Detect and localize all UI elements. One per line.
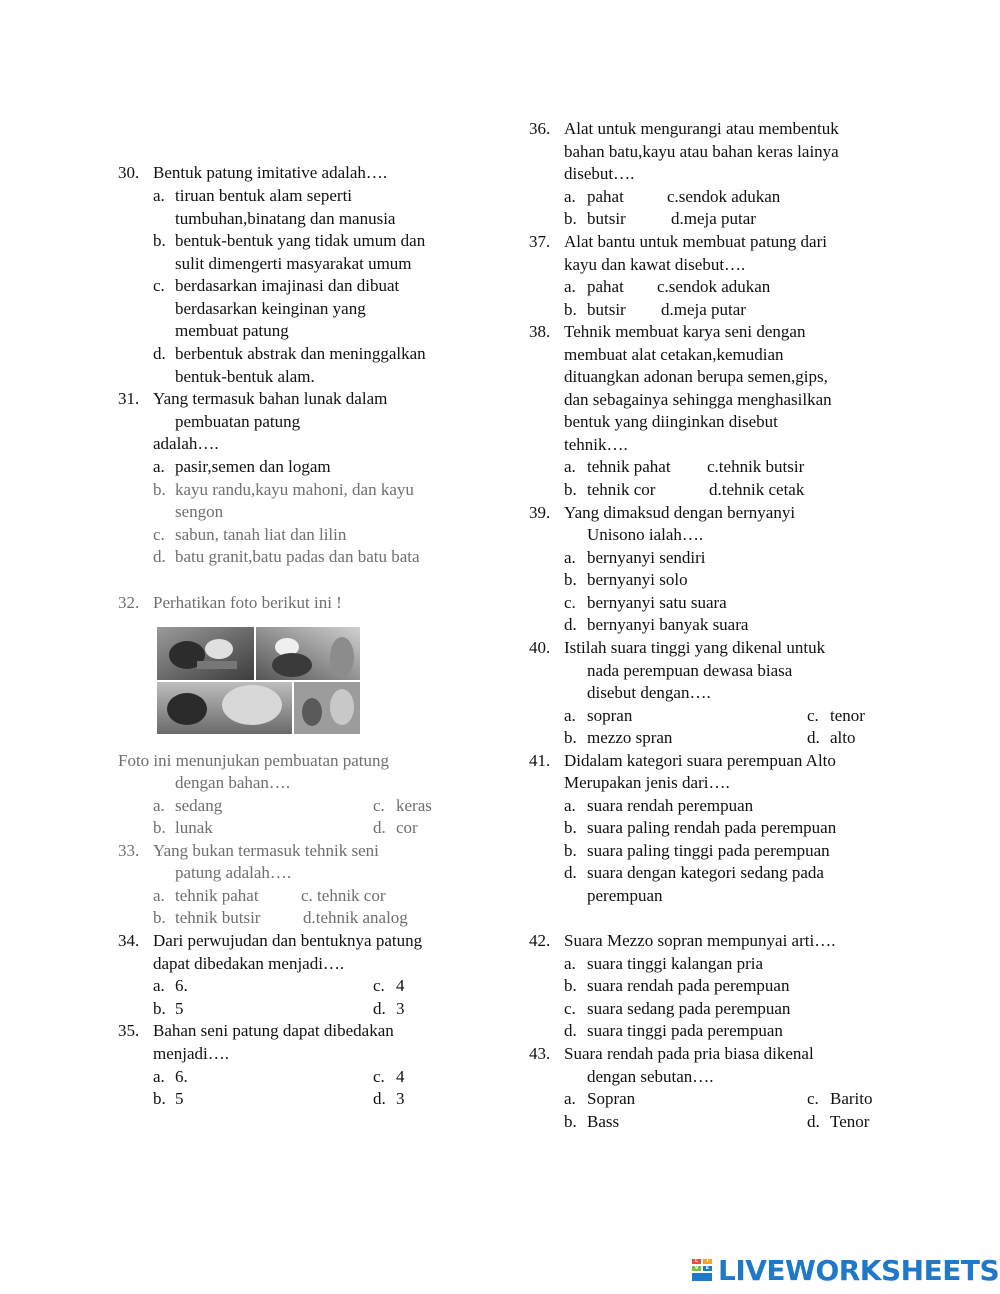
q35-a-letter[interactable]: a.	[153, 1067, 165, 1086]
q37-c-option[interactable]: c.sendok adukan	[657, 277, 771, 296]
q37-a-letter[interactable]: a.	[564, 277, 576, 296]
logo-base-bar	[692, 1273, 712, 1281]
q30-c-text: berdasarkan imajinasi dan dibuat	[175, 276, 400, 295]
q34-a-text: 6.	[175, 976, 188, 995]
q32-b-letter[interactable]: b.	[153, 818, 166, 837]
q30-d-text-2: bentuk-bentuk alam.	[175, 367, 315, 386]
q30-b-text-2: sulit dimengerti masyarakat umum	[175, 254, 412, 273]
q38-a-text: tehnik pahat	[587, 457, 671, 476]
photo-collage-image	[157, 627, 360, 734]
q35-a-text: 6.	[175, 1067, 188, 1086]
logo-square-l: L	[692, 1259, 701, 1264]
q43-c-letter[interactable]: c.	[807, 1089, 819, 1108]
liveworksheets-logo[interactable]	[692, 1254, 999, 1286]
q43-b-text: Bass	[587, 1112, 620, 1131]
q42-stem: Suara Mezzo sopran mempunyai arti….	[564, 931, 836, 950]
q40-stem: Istilah suara tinggi yang dikenal untuk	[564, 638, 826, 657]
q41-b2-text: suara paling tinggi pada perempuan	[587, 841, 830, 860]
q43-d-letter[interactable]: d.	[807, 1112, 820, 1131]
q31-c-text: sabun, tanah liat dan lilin	[175, 525, 347, 544]
q43-a-text: Sopran	[587, 1089, 636, 1108]
q36-a-letter[interactable]: a.	[564, 187, 576, 206]
q34-a-letter[interactable]: a.	[153, 976, 165, 995]
q39-d-text: bernyanyi banyak suara	[587, 615, 749, 634]
q40-stem-3: disebut dengan….	[587, 683, 711, 702]
q30-number: 30.	[118, 163, 140, 182]
q41-b-text: suara paling rendah pada perempuan	[587, 818, 837, 837]
q40-c-letter[interactable]: c.	[807, 706, 819, 725]
q30-b-letter[interactable]: b.	[153, 231, 166, 250]
q39-a-text: bernyanyi sendiri	[587, 548, 706, 567]
q32-c-letter[interactable]: c.	[373, 796, 385, 815]
q38-stem-4: dan sebagainya sehingga menghasilkan	[564, 390, 832, 409]
q37-b-text: butsir	[587, 300, 626, 319]
q30-c-letter[interactable]: c.	[153, 276, 165, 295]
q38-b-text: tehnik cor	[587, 480, 656, 499]
q40-number: 40.	[529, 638, 551, 657]
q40-stem-2: nada perempuan dewasa biasa	[587, 661, 793, 680]
q42-a-letter[interactable]: a.	[564, 954, 576, 973]
liveworksheets-logo-icon	[692, 1257, 714, 1283]
q31-d-text: batu granit,batu padas dan batu bata	[175, 547, 420, 566]
q36-c-option[interactable]: c.sendok adukan	[667, 187, 781, 206]
q42-a-text: suara tinggi kalangan pria	[587, 954, 764, 973]
q38-stem: Tehnik membuat karya seni dengan	[564, 322, 806, 341]
q31-a-letter[interactable]: a.	[153, 457, 165, 476]
q43-d-text: Tenor	[830, 1112, 870, 1131]
q42-b-letter[interactable]: b.	[564, 976, 577, 995]
q39-number: 39.	[529, 503, 551, 522]
q34-number: 34.	[118, 931, 140, 950]
q39-b-text: bernyanyi solo	[587, 570, 688, 589]
q36-stem: Alat untuk mengurangi atau membentuk	[564, 119, 839, 138]
q39-c-text: bernyanyi satu suara	[587, 593, 727, 612]
q40-a-letter[interactable]: a.	[564, 706, 576, 725]
q35-c-text: 4	[396, 1067, 405, 1086]
q34-d-text: 3	[396, 999, 405, 1018]
q33-c-option[interactable]: c. tehnik cor	[301, 886, 386, 905]
q35-stem-2: menjadi….	[153, 1044, 230, 1063]
q30-a-letter[interactable]: a.	[153, 186, 165, 205]
q30-stem: Bentuk patung imitative adalah….	[153, 163, 388, 182]
q38-c-option[interactable]: c.tehnik butsir	[707, 457, 805, 476]
q32-d-letter[interactable]: d.	[373, 818, 386, 837]
q37-b-letter[interactable]: b.	[564, 300, 577, 319]
q33-a-text: tehnik pahat	[175, 886, 259, 905]
q40-d-text: alto	[830, 728, 856, 747]
q39-stem: Yang dimaksud dengan bernyanyi	[564, 503, 796, 522]
q35-d-letter[interactable]: d.	[373, 1089, 386, 1108]
q37-d-option[interactable]: d.meja putar	[661, 300, 746, 319]
q36-b-text: butsir	[587, 209, 626, 228]
q31-stem-2: pembuatan patung	[175, 412, 301, 431]
q32-d-text: cor	[396, 818, 418, 837]
q35-b-letter[interactable]: b.	[153, 1089, 166, 1108]
q35-b-text: 5	[175, 1089, 184, 1108]
q32-b-text: lunak	[175, 818, 213, 837]
q40-b-text: mezzo spran	[587, 728, 673, 747]
q39-c-letter[interactable]: c.	[564, 593, 576, 612]
q31-stem: Yang termasuk bahan lunak dalam	[153, 389, 388, 408]
logo-square-e: E	[703, 1266, 712, 1271]
q42-b-text: suara rendah pada perempuan	[587, 976, 790, 995]
q36-stem-3: disebut….	[564, 164, 635, 183]
q39-d-letter[interactable]: d.	[564, 615, 577, 634]
q43-stem: Suara rendah pada pria biasa dikenal	[564, 1044, 814, 1063]
q31-a-text: pasir,semen dan logam	[175, 457, 331, 476]
q41-stem: Didalam kategori suara perempuan Alto	[564, 751, 836, 770]
q42-number: 42.	[529, 931, 551, 950]
q38-stem-2: membuat alat cetakan,kemudian	[564, 345, 784, 364]
q39-b-letter[interactable]: b.	[564, 570, 577, 589]
q37-stem: Alat bantu untuk membuat patung dari	[564, 232, 827, 251]
logo-square-i: I	[703, 1259, 712, 1264]
q32-caption: Foto ini menunjukan pembuatan patung	[118, 751, 390, 770]
q33-stem-2: patung adalah….	[175, 863, 292, 882]
q32-a-text: sedang	[175, 796, 223, 815]
q40-c-text: tenor	[830, 706, 865, 725]
q31-b-text-2: sengon	[175, 502, 224, 521]
q40-d-letter[interactable]: d.	[807, 728, 820, 747]
q39-stem-2: Unisono ialah….	[587, 525, 704, 544]
q33-b-text: tehnik butsir	[175, 908, 261, 927]
q42-c-letter[interactable]: c.	[564, 999, 576, 1018]
q35-number: 35.	[118, 1021, 140, 1040]
q32-number: 32.	[118, 593, 140, 612]
q31-c-letter[interactable]: c.	[153, 525, 165, 544]
q41-d-letter[interactable]: d.	[564, 863, 577, 882]
q30-c-text-2: berdasarkan keinginan yang	[175, 299, 366, 318]
q38-d-option[interactable]: d.tehnik cetak	[709, 480, 805, 499]
q34-c-letter[interactable]: c.	[373, 976, 385, 995]
q42-d-text: suara tinggi pada perempuan	[587, 1021, 783, 1040]
q36-a-text: pahat	[587, 187, 624, 206]
liveworksheets-brand-text: LIVEWORKSHEETS	[718, 1253, 1000, 1287]
q43-stem-2: dengan sebutan….	[587, 1067, 714, 1086]
q36-d-option[interactable]: d.meja putar	[671, 209, 756, 228]
q30-a-text-2: tumbuhan,binatang dan manusia	[175, 209, 396, 228]
q34-b-letter[interactable]: b.	[153, 999, 166, 1018]
q33-a-letter[interactable]: a.	[153, 886, 165, 905]
q33-number: 33.	[118, 841, 140, 860]
q43-a-letter[interactable]: a.	[564, 1089, 576, 1108]
q38-b-letter[interactable]: b.	[564, 480, 577, 499]
q41-stem-2: Merupakan jenis dari….	[564, 773, 730, 792]
q32-a-letter[interactable]: a.	[153, 796, 165, 815]
q41-number: 41.	[529, 751, 551, 770]
q38-a-letter[interactable]: a.	[564, 457, 576, 476]
logo-square-v: V	[692, 1266, 701, 1271]
q39-a-letter[interactable]: a.	[564, 548, 576, 567]
q34-c-text: 4	[396, 976, 405, 995]
q31-number: 31.	[118, 389, 140, 408]
q33-stem: Yang bukan termasuk tehnik seni	[153, 841, 379, 860]
q38-stem-6: tehnik….	[564, 435, 628, 454]
q31-d-letter[interactable]: d.	[153, 547, 166, 566]
q34-stem-2: dapat dibedakan menjadi….	[153, 954, 345, 973]
q41-d-text-2: perempuan	[587, 886, 663, 905]
q38-stem-3: dituangkan adonan berupa semen,gips,	[564, 367, 828, 386]
q42-d-letter[interactable]: d.	[564, 1021, 577, 1040]
q32-caption-2: dengan bahan….	[175, 773, 291, 792]
q41-d-text: suara dengan kategori sedang pada	[587, 863, 824, 882]
q41-a-text: suara rendah perempuan	[587, 796, 754, 815]
q32-c-text: keras	[396, 796, 432, 815]
q33-d-option[interactable]: d.tehnik analog	[303, 908, 408, 927]
q30-a-text: tiruan bentuk alam seperti	[175, 186, 353, 205]
q32-stem: Perhatikan foto berikut ini !	[153, 593, 342, 612]
q41-a-letter[interactable]: a.	[564, 796, 576, 815]
q40-b-letter[interactable]: b.	[564, 728, 577, 747]
q37-stem-2: kayu dan kawat disebut….	[564, 255, 746, 274]
q36-number: 36.	[529, 119, 551, 138]
q37-number: 37.	[529, 232, 551, 251]
q43-b-letter[interactable]: b.	[564, 1112, 577, 1131]
q33-b-letter[interactable]: b.	[153, 908, 166, 927]
q35-c-letter[interactable]: c.	[373, 1067, 385, 1086]
q43-c-text: Barito	[830, 1089, 873, 1108]
q35-d-text: 3	[396, 1089, 405, 1108]
q42-c-text: suara sedang pada perempuan	[587, 999, 791, 1018]
q34-stem: Dari perwujudan dan bentuknya patung	[153, 931, 423, 950]
q30-d-letter[interactable]: d.	[153, 344, 166, 363]
q34-d-letter[interactable]: d.	[373, 999, 386, 1018]
q40-a-text: sopran	[587, 706, 633, 725]
q43-number: 43.	[529, 1044, 551, 1063]
q41-b2-letter[interactable]: b.	[564, 841, 577, 860]
q38-number: 38.	[529, 322, 551, 341]
q35-stem: Bahan seni patung dapat dibedakan	[153, 1021, 394, 1040]
q31-stem-3: adalah….	[153, 434, 219, 453]
q34-b-text: 5	[175, 999, 184, 1018]
q30-c-text-3: membuat patung	[175, 321, 289, 340]
q31-b-letter[interactable]: b.	[153, 480, 166, 499]
q36-b-letter[interactable]: b.	[564, 209, 577, 228]
q41-b-letter[interactable]: b.	[564, 818, 577, 837]
sculpture-photo-collage	[157, 627, 360, 734]
q30-d-text: berbentuk abstrak dan meninggalkan	[175, 344, 426, 363]
q38-stem-5: bentuk yang diinginkan disebut	[564, 412, 778, 431]
q37-a-text: pahat	[587, 277, 624, 296]
q36-stem-2: bahan batu,kayu atau bahan keras lainya	[564, 142, 839, 161]
q31-b-text: kayu randu,kayu mahoni, dan kayu	[175, 480, 414, 499]
q30-b-text: bentuk-bentuk yang tidak umum dan	[175, 231, 426, 250]
